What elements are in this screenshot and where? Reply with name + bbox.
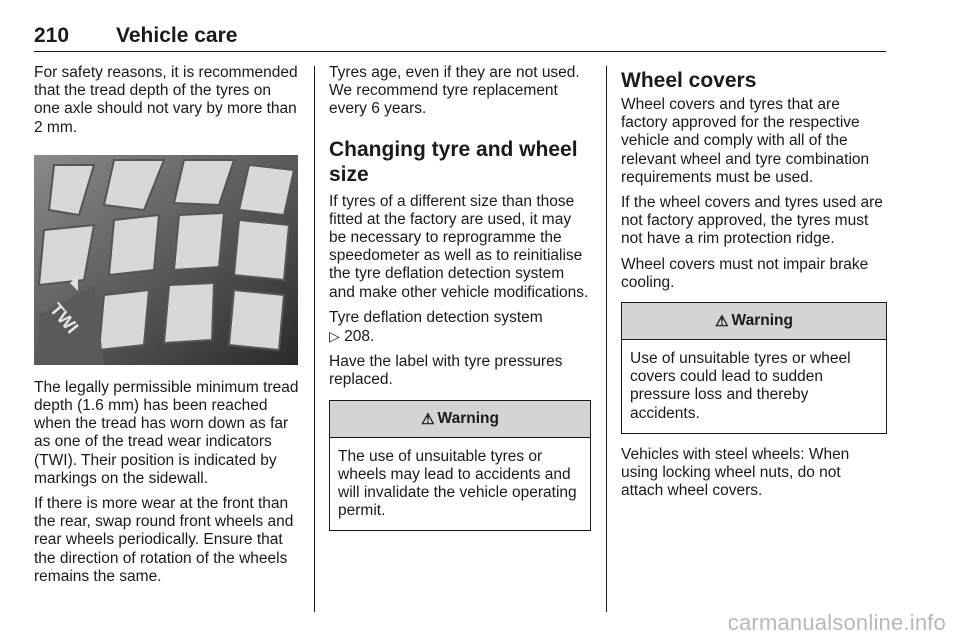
paragraph: Tyres age, even if they are not used. We recommend tyre replacement every 6 years. <box>329 64 580 118</box>
paragraph: Vehicles with steel wheels: When using locking wheel nuts, do not attach wheel covers. <box>621 445 850 500</box>
paragraph: The legally permissible minimum tread depth (1.6 mm) has been reached when the tread has worn down as far as one of the tread wear indicators (TWI). Their position is indicated by markings on the sidewall. <box>34 378 299 487</box>
paragraph: If there is more wear at the front than the rear, swap round front wheels and rear wheels periodically. Ensure that the direction of rotation of the wheels remains the same. <box>34 495 294 585</box>
paragraph: Wheel covers and tyres that are factory approved for the respective vehicle and comply with all of the relevant wheel and tyre combination requirements must be used. <box>621 96 870 186</box>
warning-title: Warning <box>731 312 793 330</box>
paragraph: If tyres of a different size than those fitted at the factory are used, it may be necessary to reprogramme the speedometer as well as to reinitialise the tyre deflation detection system and make other vehicle modifications. <box>329 192 589 301</box>
paragraph <box>329 309 591 346</box>
column-left <box>34 64 300 593</box>
section-heading: Changing tyre and wheel size <box>329 137 578 186</box>
cross-reference-label: Tyre deflation detection system <box>329 308 543 326</box>
section-title: Vehicle care <box>116 24 238 47</box>
warning-text: The use of unsuitable tyres or wheels may lead to accidents and will invalidate the vehicle operating permit. <box>338 447 577 520</box>
twi-marking: TWI <box>45 298 83 338</box>
paragraph: Have the label with tyre pressures replaced. <box>329 353 563 389</box>
column-divider <box>314 66 315 612</box>
column-middle <box>329 64 591 531</box>
cross-reference-link[interactable]: 208. <box>344 328 375 346</box>
paragraph: If the wheel covers and tyres used are not factory approved, the tyres must not have a rim protection ridge. <box>621 194 883 248</box>
page-number: 210 <box>34 24 70 47</box>
page-header <box>34 24 886 52</box>
watermark: carmanualsonline.info <box>727 610 946 635</box>
paragraph: Wheel covers must not impair brake cooling. <box>621 255 869 291</box>
tyre-tread-graphic <box>34 155 298 365</box>
warning-icon: ⚠ <box>715 313 729 331</box>
warning-header <box>330 401 590 438</box>
warning-header <box>622 303 886 340</box>
tyre-tread-illustration <box>34 155 298 365</box>
warning-text: Use of unsuitable tyres or wheel covers could lead to sudden pressure loss and thereby accidents. <box>630 350 851 422</box>
column-divider <box>606 66 607 612</box>
warning-title: Warning <box>437 409 499 427</box>
paragraph: For safety reasons, it is recommended that the tread depth of the tyres on one axle should not vary by more than 2 mm. <box>34 64 298 136</box>
warning-icon: ⚠ <box>421 410 435 428</box>
column-right <box>621 64 887 507</box>
warning-box <box>621 302 887 434</box>
section-heading: Wheel covers <box>621 69 757 92</box>
warning-box <box>329 400 591 532</box>
page-reference-icon: ▷ <box>329 328 340 345</box>
